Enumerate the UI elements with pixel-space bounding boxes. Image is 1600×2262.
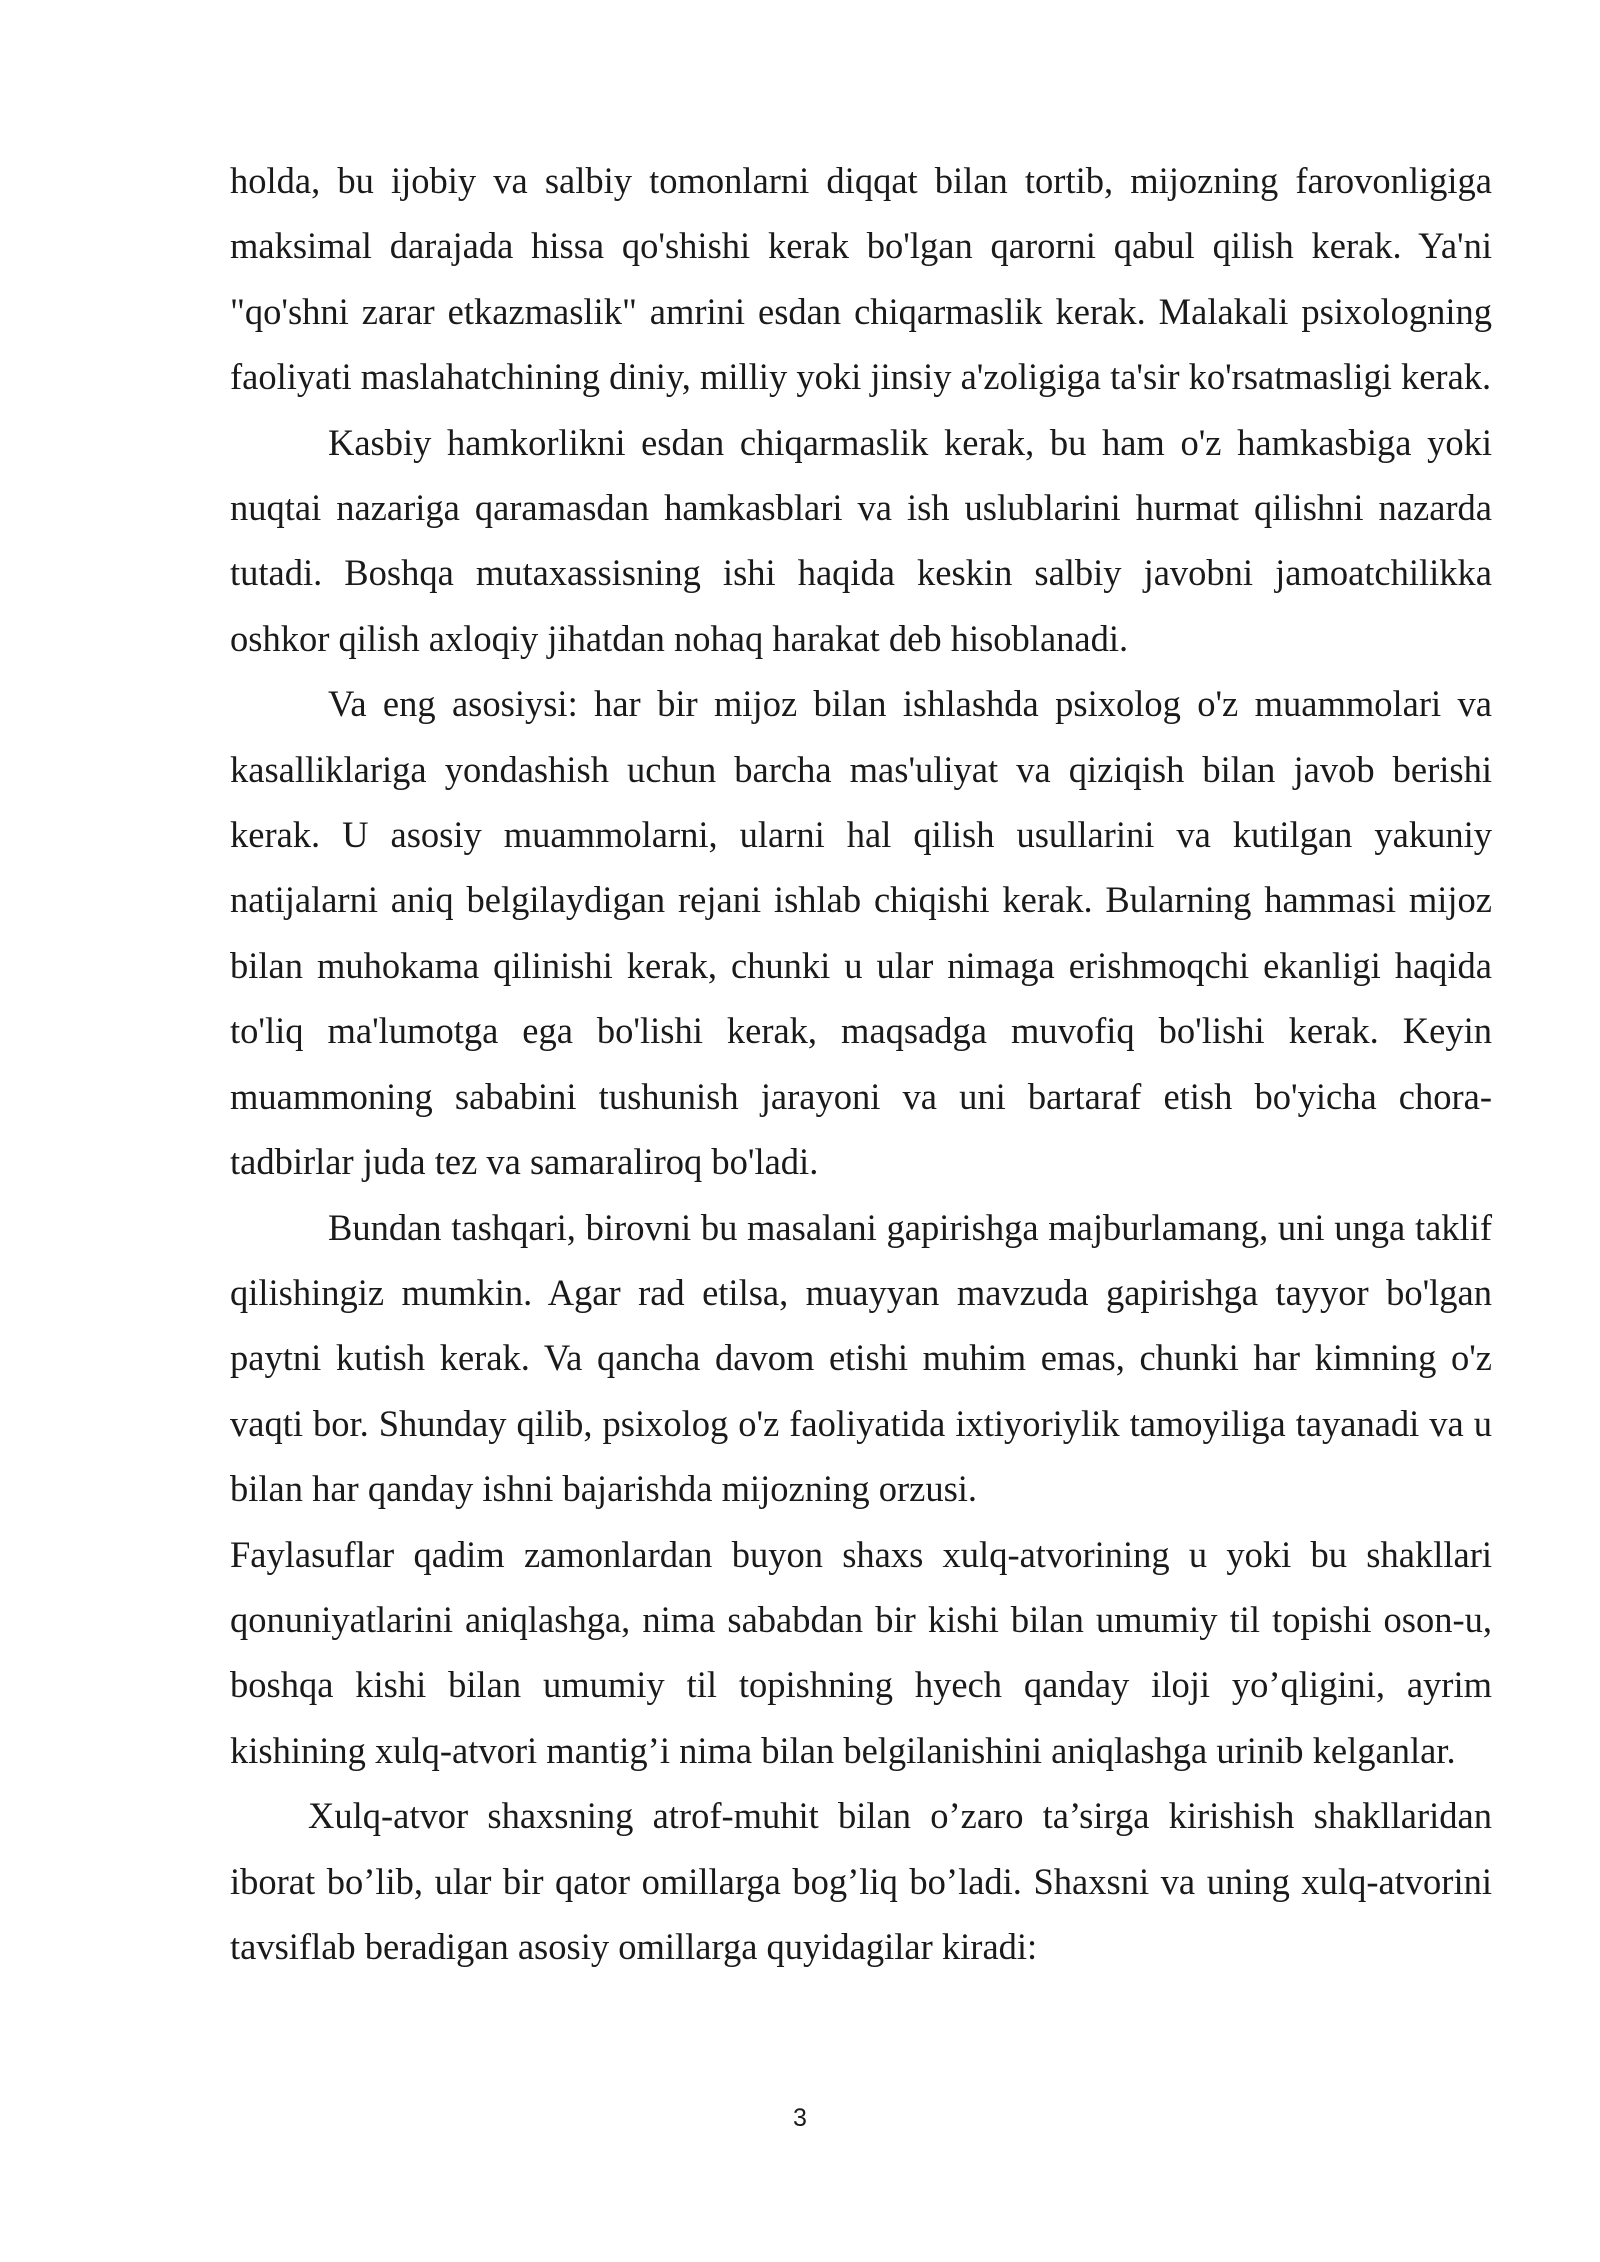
- paragraph-3: Va eng asosiysi: har bir mijoz bilan ishlashda psixolog o'z muammolari va kasalliklariga yondashish uchun barcha mas'uliyat va qiziqish bilan javob berishi kerak. U asosiy muammolarni, ularni hal qilish usullarini va kutilgan yakuniy natijalarni aniq belgilaydigan rejani ishlab chiqishi kerak. Bularning hammasi mijoz bilan muhokama qilinishi kerak, chunki u ular nimaga erishmoqchi ekanligi haqida to'liq ma'lumotga ega bo'lishi kerak, maqsadga muvofiq bo'lishi kerak. Keyin muammoning sababini tushunish jarayoni va uni bartaraf etish bo'yicha chora-tadbirlar juda tez va samaraliroq bo'ladi.: [230, 683, 1492, 1183]
- page-body: [230, 148, 1492, 1979]
- paragraph-1: holda, bu ijobiy va salbiy tomonlarni diqqat bilan tortib, mijozning farovonligiga maksimal darajada hissa qo'shishi kerak bo'lgan qarorni qabul qilish kerak. Ya'ni "qo'shni zarar etkazmaslik" amrini esdan chiqarmaslik kerak. Malakali psixologning faoliyati maslahatchining diniy, milliy yoki jinsiy a'zoligiga ta'sir ko'rsatmasligi kerak.: [230, 160, 1492, 398]
- paragraph-4: Bundan tashqari, birovni bu masalani gapirishga majburlamang, uni unga taklif qilishingiz mumkin. Agar rad etilsa, muayyan mavzuda gapirishga tayyor bo'lgan paytni kutish kerak. Va qancha davom etishi muhim emas, chunki har kimning o'z vaqti bor. Shunday qilib, psixolog o'z faoliyatida ixtiyoriylik tamoyiliga tayanadi va u bilan har qanday ishni bajarishda mijozning orzusi.: [230, 1206, 1492, 1510]
- paragraph-2: Kasbiy hamkorlikni esdan chiqarmaslik kerak, bu ham o'z hamkasbiga yoki nuqtai nazariga qaramasdan hamkasblari va ish uslublarini hurmat qilishni nazarda tutadi. Boshqa mutaxassisning ishi haqida keskin salbiy javobni jamoatchilikka oshkor qilish axloqiy jihatdan nohaq harakat deb hisoblanadi.: [230, 421, 1492, 659]
- page-number: 3: [793, 2104, 807, 2132]
- paragraph-5: Faylasuflar qadim zamonlardan buyon shaxs xulq-atvorining u yoki bu shakllari qonuniyatlarini aniqlashga, nima sababdan bir kishi bilan umumiy til topishi oson-u, boshqa kishi bilan umumiy til topishning hyech qanday iloji yo’qligini, ayrim kishining xulq-atvori mantig’i nima bilan belgilanishini aniqlashga urinib kelganlar.: [230, 1533, 1492, 1771]
- paragraph-6: Xulq-atvor shaxsning atrof-muhit bilan o’zaro ta’sirga kirishish shakllaridan iborat bo’lib, ular bir qator omillarga bog’liq bo’ladi. Shaxsni va uning xulq-atvorini tavsiflab beradigan asosiy omillarga quyidagilar kiradi:: [230, 1795, 1492, 1967]
